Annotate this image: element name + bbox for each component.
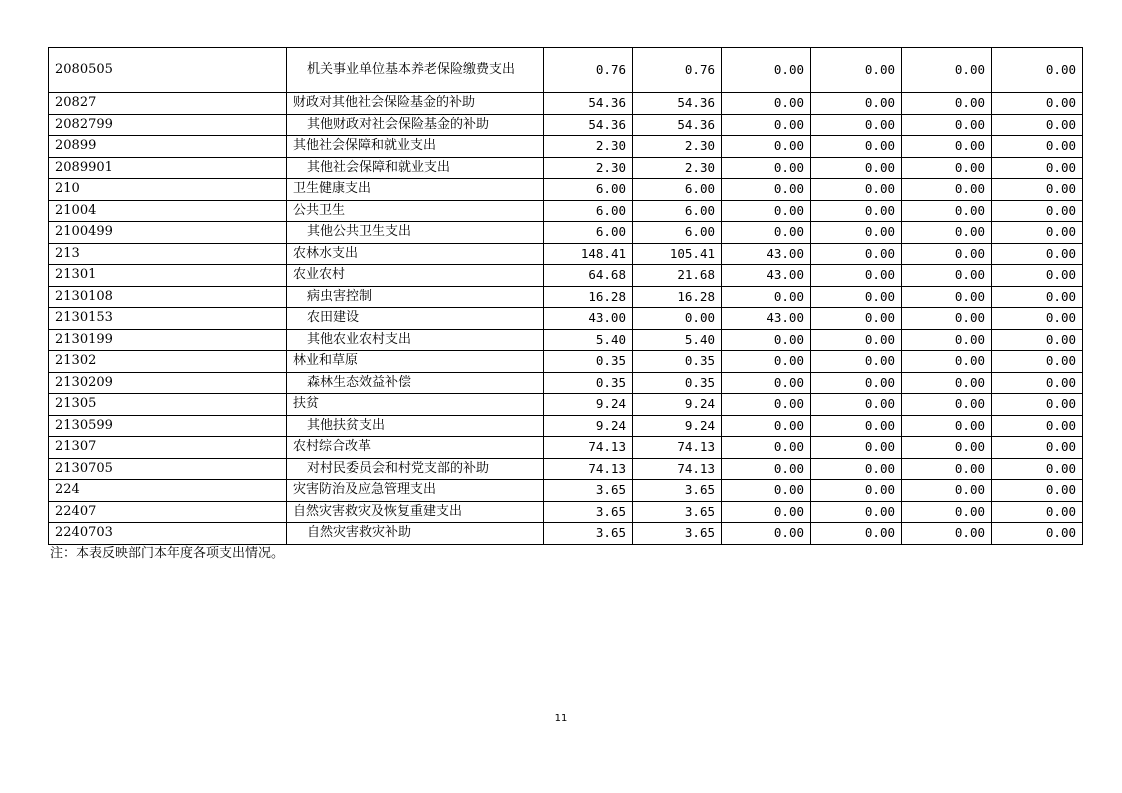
amount-cell: 0.00 [902, 351, 992, 373]
amount-cell: 0.00 [902, 437, 992, 459]
amount-cell: 3.65 [544, 501, 633, 523]
amount-cell: 43.00 [722, 265, 811, 287]
amount-cell: 54.36 [633, 114, 722, 136]
amount-cell: 0.00 [902, 501, 992, 523]
amount-cell: 74.13 [633, 458, 722, 480]
subject-name-cell: 农村综合改革 [287, 437, 544, 459]
amount-cell: 2.30 [544, 136, 633, 158]
amount-cell: 6.00 [633, 200, 722, 222]
subject-name-cell: 森林生态效益补偿 [287, 372, 544, 394]
subject-code-cell: 21307 [49, 437, 287, 459]
amount-cell: 0.00 [811, 136, 902, 158]
table-body [49, 48, 1083, 545]
table-row [49, 222, 1083, 244]
subject-code-cell: 2130199 [49, 329, 287, 351]
subject-code-cell: 2100499 [49, 222, 287, 244]
amount-cell: 148.41 [544, 243, 633, 265]
table-row [49, 351, 1083, 373]
amount-cell: 21.68 [633, 265, 722, 287]
table-note: 注：本表反映部门本年度各项支出情况。 [50, 546, 285, 561]
amount-cell: 2.30 [633, 157, 722, 179]
amount-cell: 0.00 [811, 243, 902, 265]
amount-cell: 0.00 [992, 157, 1083, 179]
amount-cell: 2.30 [633, 136, 722, 158]
amount-cell: 6.00 [544, 222, 633, 244]
amount-cell: 3.65 [633, 480, 722, 502]
amount-cell: 9.24 [544, 394, 633, 416]
amount-cell: 0.00 [722, 286, 811, 308]
amount-cell: 64.68 [544, 265, 633, 287]
amount-cell: 0.00 [811, 286, 902, 308]
subject-name-cell: 财政对其他社会保险基金的补助 [287, 93, 544, 115]
amount-cell: 0.00 [902, 372, 992, 394]
amount-cell: 0.00 [992, 351, 1083, 373]
amount-cell: 0.00 [992, 523, 1083, 545]
table-row [49, 48, 1083, 93]
amount-cell: 0.35 [633, 351, 722, 373]
subject-code-cell: 20899 [49, 136, 287, 158]
amount-cell: 6.00 [633, 179, 722, 201]
subject-code-cell: 2130209 [49, 372, 287, 394]
subject-name-cell: 其他扶贫支出 [287, 415, 544, 437]
subject-name-cell: 其他财政对社会保险基金的补助 [287, 114, 544, 136]
amount-cell: 0.00 [992, 458, 1083, 480]
subject-name-cell: 其他社会保障和就业支出 [287, 157, 544, 179]
amount-cell: 16.28 [633, 286, 722, 308]
amount-cell: 54.36 [633, 93, 722, 115]
subject-code-cell: 2080505 [49, 48, 287, 93]
subject-code-cell: 20827 [49, 93, 287, 115]
amount-cell: 43.00 [722, 308, 811, 330]
table-row [49, 394, 1083, 416]
subject-code-cell: 2130108 [49, 286, 287, 308]
amount-cell: 0.00 [722, 93, 811, 115]
amount-cell: 0.00 [902, 458, 992, 480]
subject-name-cell: 其他公共卫生支出 [287, 222, 544, 244]
table-row [49, 265, 1083, 287]
page-number: 11 [554, 713, 568, 724]
amount-cell: 0.00 [992, 437, 1083, 459]
amount-cell: 0.00 [811, 200, 902, 222]
table-row [49, 114, 1083, 136]
subject-code-cell: 210 [49, 179, 287, 201]
subject-name-cell: 公共卫生 [287, 200, 544, 222]
amount-cell: 0.00 [992, 136, 1083, 158]
subject-name-cell: 卫生健康支出 [287, 179, 544, 201]
amount-cell: 0.00 [811, 437, 902, 459]
amount-cell: 43.00 [544, 308, 633, 330]
amount-cell: 0.00 [722, 200, 811, 222]
expenditure-table [48, 47, 1083, 545]
amount-cell: 0.00 [992, 179, 1083, 201]
table-row [49, 329, 1083, 351]
table-row [49, 501, 1083, 523]
subject-name-cell: 对村民委员会和村党支部的补助 [287, 458, 544, 480]
amount-cell: 0.00 [722, 351, 811, 373]
amount-cell: 0.00 [992, 93, 1083, 115]
amount-cell: 0.00 [811, 394, 902, 416]
table-row [49, 93, 1083, 115]
amount-cell: 0.00 [722, 136, 811, 158]
amount-cell: 74.13 [633, 437, 722, 459]
amount-cell: 0.00 [992, 48, 1083, 93]
amount-cell: 0.00 [811, 222, 902, 244]
subject-code-cell: 21302 [49, 351, 287, 373]
subject-name-cell: 灾害防治及应急管理支出 [287, 480, 544, 502]
amount-cell: 0.00 [902, 329, 992, 351]
table-row [49, 200, 1083, 222]
amount-cell: 0.00 [811, 329, 902, 351]
amount-cell: 0.00 [902, 523, 992, 545]
table-row [49, 480, 1083, 502]
subject-code-cell: 21305 [49, 394, 287, 416]
amount-cell: 105.41 [633, 243, 722, 265]
subject-name-cell: 林业和草原 [287, 351, 544, 373]
subject-code-cell: 2130153 [49, 308, 287, 330]
table-row [49, 179, 1083, 201]
amount-cell: 0.00 [722, 480, 811, 502]
amount-cell: 74.13 [544, 458, 633, 480]
amount-cell: 3.65 [544, 480, 633, 502]
subject-code-cell: 213 [49, 243, 287, 265]
amount-cell: 0.00 [992, 329, 1083, 351]
table-row [49, 523, 1083, 545]
amount-cell: 2.30 [544, 157, 633, 179]
amount-cell: 0.00 [902, 157, 992, 179]
amount-cell: 0.00 [722, 48, 811, 93]
amount-cell: 0.00 [722, 523, 811, 545]
amount-cell: 0.00 [722, 222, 811, 244]
table-row [49, 136, 1083, 158]
amount-cell: 54.36 [544, 93, 633, 115]
amount-cell: 0.00 [992, 394, 1083, 416]
amount-cell: 0.00 [722, 114, 811, 136]
amount-cell: 6.00 [544, 179, 633, 201]
amount-cell: 0.00 [722, 458, 811, 480]
amount-cell: 0.00 [902, 200, 992, 222]
amount-cell: 0.35 [544, 372, 633, 394]
amount-cell: 0.00 [902, 394, 992, 416]
amount-cell: 0.00 [992, 308, 1083, 330]
amount-cell: 0.00 [633, 308, 722, 330]
table-row [49, 308, 1083, 330]
subject-name-cell: 自然灾害救灾补助 [287, 523, 544, 545]
amount-cell: 0.00 [722, 394, 811, 416]
amount-cell: 0.00 [992, 222, 1083, 244]
subject-name-cell: 机关事业单位基本养老保险缴费支出 [287, 48, 544, 93]
amount-cell: 0.00 [902, 308, 992, 330]
subject-code-cell: 2089901 [49, 157, 287, 179]
amount-cell: 0.00 [992, 200, 1083, 222]
subject-code-cell: 2130705 [49, 458, 287, 480]
subject-code-cell: 22407 [49, 501, 287, 523]
table-row [49, 458, 1083, 480]
subject-code-cell: 2130599 [49, 415, 287, 437]
amount-cell: 0.35 [544, 351, 633, 373]
amount-cell: 9.24 [633, 415, 722, 437]
subject-name-cell: 自然灾害救灾及恢复重建支出 [287, 501, 544, 523]
amount-cell: 0.00 [902, 222, 992, 244]
amount-cell: 0.00 [902, 480, 992, 502]
amount-cell: 0.00 [902, 136, 992, 158]
amount-cell: 0.00 [992, 265, 1083, 287]
table-row [49, 243, 1083, 265]
amount-cell: 3.65 [633, 501, 722, 523]
amount-cell: 0.00 [811, 372, 902, 394]
amount-cell: 0.00 [902, 265, 992, 287]
amount-cell: 0.00 [722, 437, 811, 459]
amount-cell: 0.00 [811, 93, 902, 115]
table-row [49, 157, 1083, 179]
amount-cell: 0.00 [902, 243, 992, 265]
amount-cell: 0.00 [811, 265, 902, 287]
amount-cell: 0.00 [992, 286, 1083, 308]
amount-cell: 0.35 [633, 372, 722, 394]
amount-cell: 6.00 [544, 200, 633, 222]
amount-cell: 0.00 [722, 501, 811, 523]
amount-cell: 0.00 [722, 415, 811, 437]
amount-cell: 9.24 [544, 415, 633, 437]
amount-cell: 0.00 [722, 179, 811, 201]
subject-name-cell: 其他社会保障和就业支出 [287, 136, 544, 158]
amount-cell: 0.00 [722, 157, 811, 179]
amount-cell: 0.00 [811, 157, 902, 179]
amount-cell: 0.00 [811, 458, 902, 480]
amount-cell: 0.00 [811, 415, 902, 437]
amount-cell: 0.00 [902, 93, 992, 115]
amount-cell: 0.00 [902, 286, 992, 308]
subject-code-cell: 2240703 [49, 523, 287, 545]
subject-name-cell: 病虫害控制 [287, 286, 544, 308]
amount-cell: 0.00 [811, 48, 902, 93]
subject-code-cell: 21004 [49, 200, 287, 222]
amount-cell: 3.65 [544, 523, 633, 545]
amount-cell: 0.00 [811, 501, 902, 523]
subject-code-cell: 21301 [49, 265, 287, 287]
amount-cell: 0.00 [811, 308, 902, 330]
table-row [49, 372, 1083, 394]
amount-cell: 0.76 [633, 48, 722, 93]
amount-cell: 5.40 [544, 329, 633, 351]
amount-cell: 0.00 [811, 114, 902, 136]
table-row [49, 437, 1083, 459]
amount-cell: 0.00 [722, 372, 811, 394]
amount-cell: 43.00 [722, 243, 811, 265]
table-row [49, 415, 1083, 437]
amount-cell: 0.00 [811, 179, 902, 201]
amount-cell: 0.00 [811, 351, 902, 373]
amount-cell: 0.76 [544, 48, 633, 93]
amount-cell: 9.24 [633, 394, 722, 416]
subject-name-cell: 扶贫 [287, 394, 544, 416]
amount-cell: 0.00 [902, 48, 992, 93]
amount-cell: 0.00 [992, 243, 1083, 265]
amount-cell: 0.00 [811, 523, 902, 545]
subject-name-cell: 农林水支出 [287, 243, 544, 265]
amount-cell: 0.00 [992, 415, 1083, 437]
amount-cell: 0.00 [992, 114, 1083, 136]
amount-cell: 0.00 [902, 114, 992, 136]
amount-cell: 16.28 [544, 286, 633, 308]
subject-name-cell: 其他农业农村支出 [287, 329, 544, 351]
amount-cell: 5.40 [633, 329, 722, 351]
subject-name-cell: 农业农村 [287, 265, 544, 287]
amount-cell: 0.00 [992, 501, 1083, 523]
amount-cell: 0.00 [722, 329, 811, 351]
amount-cell: 0.00 [992, 480, 1083, 502]
subject-code-cell: 224 [49, 480, 287, 502]
amount-cell: 0.00 [902, 415, 992, 437]
amount-cell: 74.13 [544, 437, 633, 459]
subject-name-cell: 农田建设 [287, 308, 544, 330]
amount-cell: 3.65 [633, 523, 722, 545]
subject-code-cell: 2082799 [49, 114, 287, 136]
amount-cell: 0.00 [811, 480, 902, 502]
table-row [49, 286, 1083, 308]
amount-cell: 54.36 [544, 114, 633, 136]
amount-cell: 0.00 [992, 372, 1083, 394]
amount-cell: 6.00 [633, 222, 722, 244]
amount-cell: 0.00 [902, 179, 992, 201]
